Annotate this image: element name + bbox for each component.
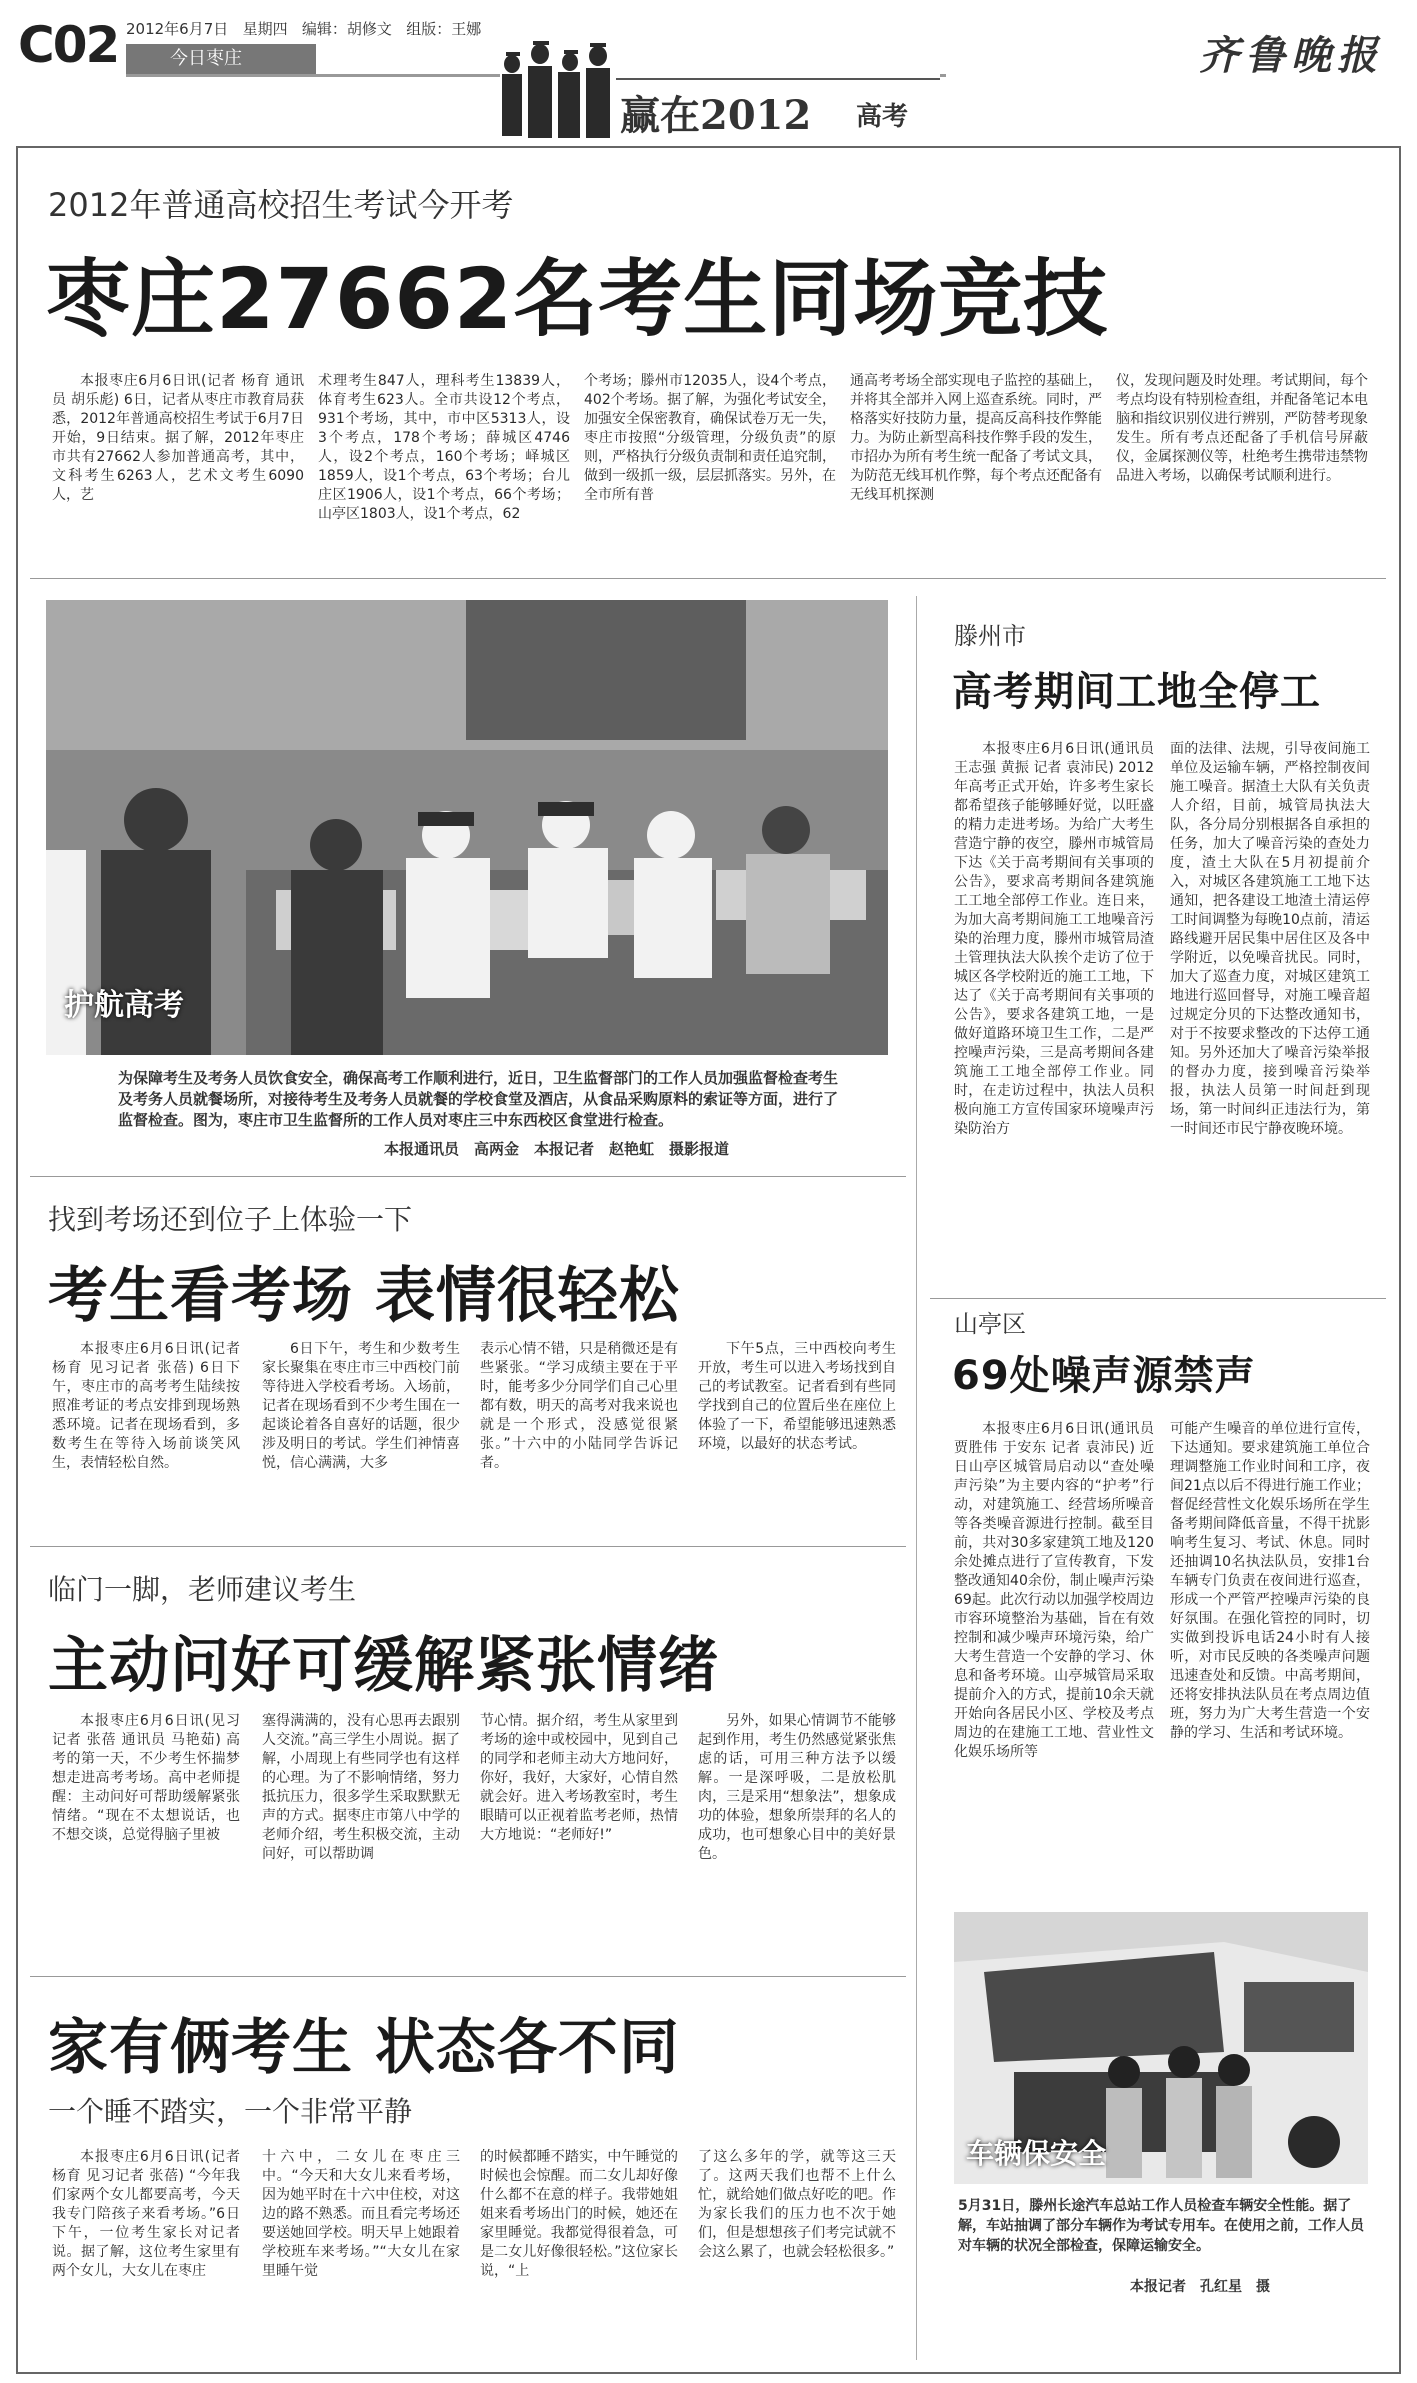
story4-col-4-text: 了这么多年的学，就等这三天了。这两天我们也帮不上什么忙，就给她们做点好吃的吧。作为家长我们的压力也不次于她们，但是想想孩子们考完试就不会这么累了，也就会轻松很多。” <box>698 2149 896 2260</box>
story4-headline: 家有俩考生 状态各不同 <box>48 2013 680 2083</box>
layout-credit: 组版：王娜 <box>406 20 482 38</box>
main-headline: 枣庄27662名考生同场竞技 <box>46 250 1109 348</box>
section-tab: 今日枣庄 <box>126 44 316 74</box>
side2-col-1-text: 本报枣庄6月6日讯(通讯员 贾胜伟 于安东 记者 袁沛民) 近日山亭区城管局启动以“查处噪声污染”为主要内容的“护考”行动，对建筑施工、经营场所噪音等各类噪音源进行控制。截至目前，共对30多家建筑工地及120余处摊点进行了宣传教育，下发整改通知40余份，制止噪声污染69起。此次行动以加强学校周边市容环境整治为基础，旨在有效控制和减少噪声环境污染，给广大考生营造一个安静的学习、休息和备考环境。山亭城管局采取提前介入的方式，提前10余天就开始向各居民小区、学校及考点周边的在建施工工地、营业性文化娱乐场所等 <box>954 1421 1154 1760</box>
editor-credit: 编辑：胡修文 <box>301 20 392 38</box>
story2-col-1-text: 本报枣庄6月6日讯(记者 杨育 见习记者 张蓓) 6日下午，枣庄市的高考考生陆续按照准考证的考点安排到现场熟悉环境。记者在现场看到，多数考生在等待入场前谈笑风生，表情轻松自然。 <box>52 1341 240 1471</box>
divider <box>30 578 1386 579</box>
story3-headline: 主动问好可缓解紧张情绪 <box>48 1631 719 1701</box>
main-col-3-text: 个考场；滕州市12035人，设4个考点，402个考场。据了解，为强化考试安全，加强安全保密教育，确保试卷万无一失，枣庄市按照“分级管理，分级负责”的原则，严格执行分级负责制和责任追究制，做到一级抓一级，层层抓落实。另外，在全市所有普 <box>584 373 836 503</box>
story2-headline: 考生看考场 表情很轻松 <box>48 1261 680 1331</box>
food-inspection-photo <box>46 600 888 1055</box>
story4-kicker: 一个睡不踏实，一个非常平静 <box>48 2095 413 2128</box>
main-col-1 <box>52 372 304 562</box>
main-kicker: 2012年普通高校招生考试今开考 <box>48 186 514 224</box>
story4-col-3 <box>480 2148 678 2358</box>
story3-col-1-text: 本报枣庄6月6日讯(见习记者 张蓓 通讯员 马艳茹) 高考的第一天，不少考生怀揣梦想走进高考考场。高中老师提醒：主动问好可帮助缓解紧张情绪。“现在不太想说话，也不想交谈，总觉得脑子里被 <box>52 1713 240 1843</box>
header-info <box>126 18 481 39</box>
story3-col-3-text: 节心情。据介绍，考生从家里到考场的途中或校园中，见到自己的同学和老师主动大方地问好，你好，我好，大家好，心情自然就会好。进入考场教室时，考生眼睛可以正视着监考老师，热情大方地说：“老师好!” <box>480 1713 678 1843</box>
story2-col-4-text: 下午5点，三中西校向考生开放，考生可以进入考场找到自己的考试教室。记者看到有些同学找到自己的位置后坐在座位上体验了一下，希望能够迅速熟悉环境，以最好的状态考试。 <box>698 1341 896 1452</box>
main-col-5-text: 仪，发现问题及时处理。考试期间，每个考点均设有特别检查组，并配备笔记本电脑和指纹识别仪进行辨别，严防替考现象发生。所有考点还配备了手机信号屏蔽仪，金属探测仪等，杜绝考生携带违禁物品进入考场，以确保考试顺利进行。 <box>1116 373 1368 484</box>
story3-col-4-text: 另外，如果心情调节不能够起到作用，考生仍然感觉紧张焦虑的话，可用三种方法予以缓解。一是深呼吸，二是放松肌肉，三是采用“想象法”，想象成功的体验，想象所崇拜的名人的成功，也可想象心目中的美好景色。 <box>698 1713 896 1862</box>
banner-title: 赢在2012 <box>620 92 812 139</box>
story2-kicker: 找到考场还到位子上体验一下 <box>48 1203 413 1236</box>
column-divider <box>916 596 917 2360</box>
main-col-4 <box>850 372 1102 562</box>
story3-col-3 <box>480 1712 678 1958</box>
story2-col-3 <box>480 1340 678 1526</box>
photo1-caption: 为保障考生及考务人员饮食安全，确保高考工作顺利进行，近日，卫生监督部门的工作人员加强监督检查考生及考务人员就餐场所，对接待考生及考务人员就餐的学校食堂及酒店，从食品采购原料的索证等方面，进行了监督检查。图为，枣庄市卫生监督所的工作人员对枣庄三中东西校区食堂进行检查。 <box>118 1069 839 1129</box>
main-col-5 <box>1116 372 1368 562</box>
side2-col-2-text: 可能产生噪音的单位进行宣传，下达通知。要求建筑施工单位合理调整施工作业时间和工序，夜间21点以后不得进行施工作业；督促经营性文化娱乐场所在学生备考期间降低音量，不得干扰影响考生复习、考试、休息。同时还抽调10名执法队员，安排1台车辆专门负责在夜间进行巡查，形成一个严管严控噪声污染的良好氛围。在强化管控的同时，切实做到投诉电话24小时有人接听，对市民反映的各类噪声问题迅速查处和反馈。中高考期间，还将安排执法队员在考点周边值班，努力为广大考生营造一个安静的学习、生活和考试环境。 <box>1170 1421 1370 1741</box>
newspaper-brand: 齐鲁晚报 <box>1199 32 1383 79</box>
main-col-4-text: 通高考考场全部实现电子监控的基础上，并将其全部并入网上巡查系统。同时，严格落实好技防力量，提高反高科技作弊能力。为防止新型高科技作弊手段的发生，市招办为所有考生统一配备了考试文具，为防范无线耳机作弊，每个考点还配备有无线耳机探测 <box>850 373 1102 503</box>
story4-col-3-text: 的时候都睡不踏实，中午睡觉的时候也会惊醒。而二女儿却好像什么都不在意的样子。我带她姐姐来看考场出门的时候，她还在家里睡觉。我都觉得很着急，可是二女儿好像很轻松。”这位家长说，“上 <box>480 2149 678 2279</box>
story4-col-1-text: 本报枣庄6月6日讯(记者 杨育 见习记者 张蓓) “今年我们家两个女儿都要高考，今天我专门陪孩子来看考场。”6日下午，一位考生家长对记者说。据了解，这位考生家里有两个女儿，大女儿在枣庄 <box>52 2149 240 2279</box>
issue-weekday: 星期四 <box>242 20 288 38</box>
divider <box>30 1546 906 1547</box>
story3-col-2 <box>262 1712 460 1958</box>
issue-date: 2012年6月7日 <box>126 20 229 38</box>
banner-subtitle: 高考 <box>856 102 909 132</box>
story3-col-4 <box>698 1712 896 1958</box>
main-col-2 <box>318 372 570 562</box>
photo2-caption: 5月31日，滕州长途汽车总站工作人员检查车辆安全性能。据了解，车站抽调了部分车辆作为考试专用车。在使用之前，工作人员对车辆的状况全部检查，保障运输安全。 <box>958 2198 1364 2254</box>
side1-place: 滕州市 <box>954 622 1026 650</box>
side2-headline: 69处噪声源禁声 <box>952 1353 1256 1399</box>
story2-col-3-text: 表示心情不错，只是稍微还是有些紧张。“学习成绩主要在于平时，能考多少分同学们自己心里都有数，明天的高考对我来说也就是一个形式，没感觉很紧张。”十六中的小陆同学告诉记者。 <box>480 1341 678 1471</box>
story4-col-2 <box>262 2148 460 2358</box>
story4-col-4 <box>698 2148 896 2358</box>
photo-label-1: 护航高考 <box>64 988 184 1023</box>
story4-col-2-text: 十六中，二女儿在枣庄三中。“今天和大女儿来看考场，因为她平时在十六中住校，对这边的路不熟悉。而且看完考场还要送她回学校。明天早上她跟着学校班车来考场。”“大女儿在家里睡午觉 <box>262 2149 460 2279</box>
divider <box>30 1176 906 1177</box>
photo2-credit: 本报记者 孔红星 摄 <box>1130 2279 1270 2295</box>
photo1-credit: 本报通讯员 高两金 本报记者 赵艳虹 摄影报道 <box>384 1140 730 1158</box>
divider <box>930 1298 1386 1299</box>
main-col-2-text: 术理考生847人，理科考生13839人，体育考生623人。全市共设12个考点，931个考场，其中，市中区5313人，设3个考点，178个考场；薛城区4746人，设2个考点，160个考场；峄城区1859人，设1个考点，63个考场；台儿庄区1906人，设1个考点，66个考场；山亭区1803人，设1个考点，62 <box>318 373 570 522</box>
main-col-3 <box>584 372 836 562</box>
side1-col-1 <box>954 740 1154 1300</box>
photo-label-2: 车辆保安全 <box>966 2137 1107 2170</box>
story3-col-2-text: 塞得满满的，没有心思再去跟别人交流。”高三学生小周说。据了解，小周现上有些同学也有这样的心理。为了不影响情绪，努力抵抗压力，很多学生采取默默无声的方式。据枣庄市第八中学的老师介绍，考生积极交流，主动问好，可以帮助调 <box>262 1713 460 1862</box>
side2-place: 山亭区 <box>954 1310 1026 1338</box>
story3-col-1 <box>52 1712 240 1958</box>
story3-kicker: 临门一脚，老师建议考生 <box>48 1573 357 1606</box>
story2-col-2-text: 6日下午，考生和少数考生家长聚集在枣庄市三中西校门前等待进入学校看考场。入场前，记者在现场看到不少考生围在一起谈论着各自喜好的话题，很少涉及明日的考试。学生们神情喜悦，信心满满，大多 <box>262 1341 460 1471</box>
story2-col-1 <box>52 1340 240 1526</box>
side1-col-1-text: 本报枣庄6月6日讯(通讯员 王志强 黄振 记者 袁沛民) 2012年高考正式开始，许多考生家长都希望孩子能够睡好觉，以旺盛的精力走进考场。为给广大考生营造宁静的夜空，滕州市城管局下达《关于高考期间有关事项的公告》，要求高考期间各建筑施工工地全部停工作业。连日来，为加大高考期间施工工地噪音污染的治理力度，滕州市城管局渣土管理执法大队挨个走访了位于城区各学校附近的施工工地，下达了《关于高考期间有关事项的公告》，要求各建筑工地，一是做好道路环境卫生工作，二是严控噪声污染，三是高考期间各建筑施工工地全部停工作业。同时，在走访过程中，执法人员积极向施工方宣传国家环境噪声污染防治方 <box>954 741 1154 1137</box>
side2-col-2 <box>1170 1420 1370 1900</box>
page-number: C02 <box>18 16 119 74</box>
side1-col-2 <box>1170 740 1370 1300</box>
divider <box>30 1976 906 1977</box>
side2-col-1 <box>954 1420 1154 1900</box>
main-col-1-text: 本报枣庄6月6日讯(记者 杨育 通讯员 胡乐彪) 6日，记者从枣庄市教育局获悉，2012年普通高校招生考试于6月7日开始，9日结束。据了解，2012年枣庄市共有27662人参加普通高考，其中，文科考生6263人，艺术文考生6090人，艺 <box>52 373 304 503</box>
story4-col-1 <box>52 2148 240 2358</box>
vehicle-safety-photo <box>954 1912 1368 2184</box>
side1-col-2-text: 面的法律、法规，引导夜间施工单位及运输车辆，严格控制夜间施工噪音。据渣土大队有关负责人介绍，目前，城管局执法大队，各分局分别根据各自承担的任务，加大了噪音污染的查处力度，渣土大队在5月初提前介入，对城区各建筑施工工地下达通知，把各建设工地渣土清运停工时间调整为每晚10点前，清运路线避开居民集中居住区及各中学附近，以免噪音扰民。同时，加大了巡查力度，对城区建筑工地进行巡回督导，对施工噪音超过规定分贝的下达整改通知书，对于不按要求整改的下达停工通知。另外还加大了噪音污染举报的督办力度，接到噪音污染举报，执法人员第一时间赶到现场，第一时间纠正违法行为，第一时间还市民宁静夜晚环境。 <box>1170 741 1370 1137</box>
side1-headline: 高考期间工地全停工 <box>952 669 1321 715</box>
story2-col-2 <box>262 1340 460 1526</box>
story2-col-4 <box>698 1340 896 1526</box>
